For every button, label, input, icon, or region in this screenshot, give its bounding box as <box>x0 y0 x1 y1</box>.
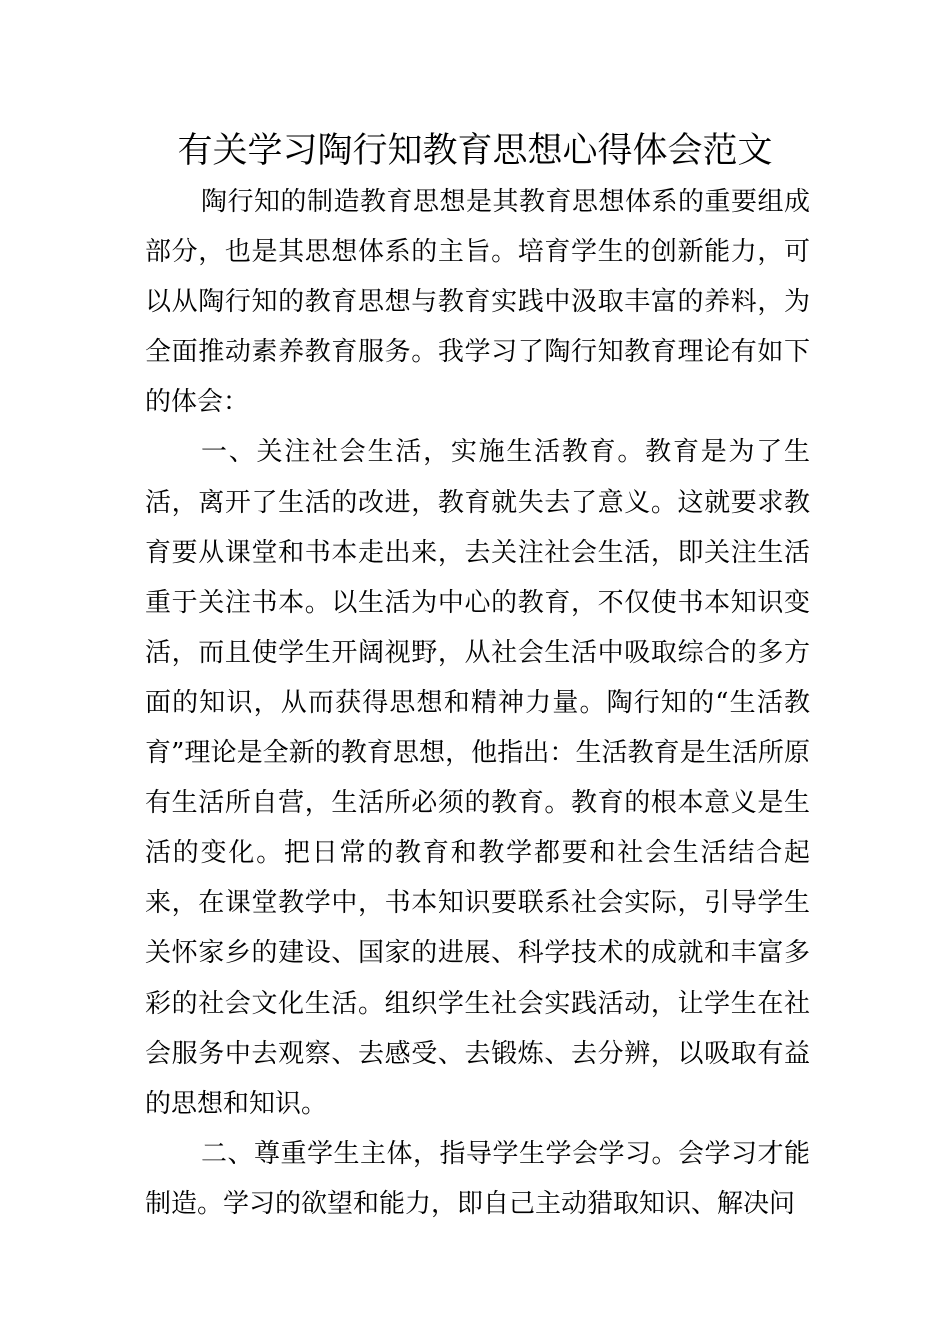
paragraph-section-1: 一、关注社会生活，实施生活教育。教育是为了生活，离开了生活的改进，教育就失去了意义。这就要求教育要从课堂和书本走出来，去关注社会生活，即关注生活重于关注书本。以生活为中心的教育，不仅使书本知识变活，而且使学生开阔视野，从社会生活中吸取综合的多方面的知识，从而获得思想和精神力量。陶行知的“生活教育”理论是全新的教育思想，他指出：生活教育是生活所原有生活所自营，生活所必须的教育。教育的根本意义是生活的变化。把日常的教育和教学都要和社会生活结合起来，在课堂教学中，书本知识要联系社会实际，引导学生关怀家乡的建设、国家的进展、科学技术的成就和丰富多彩的社会文化生活。组织学生社会实践活动，让学生在社会服务中去观察、去感受、去锻炼、去分辨，以吸取有益的思想和知识。 <box>145 437 810 1119</box>
document-title: 有关学习陶行知教育思想心得体会范文 <box>177 131 773 171</box>
document-body <box>145 177 810 1229</box>
paragraph-intro: 陶行知的制造教育思想是其教育思想体系的重要组成部分，也是其思想体系的主旨。培育学生的创新能力，可以从陶行知的教育思想与教育实践中汲取丰富的养料，为全面推动素养教育服务。我学习了陶行知教育理论有如下的体会： <box>145 187 810 418</box>
paragraph-section-2: 二、尊重学生主体，指导学生学会学习。会学习才能制造。学习的欲望和能力，即自己主动猎取知识、解决问 <box>145 1138 810 1219</box>
